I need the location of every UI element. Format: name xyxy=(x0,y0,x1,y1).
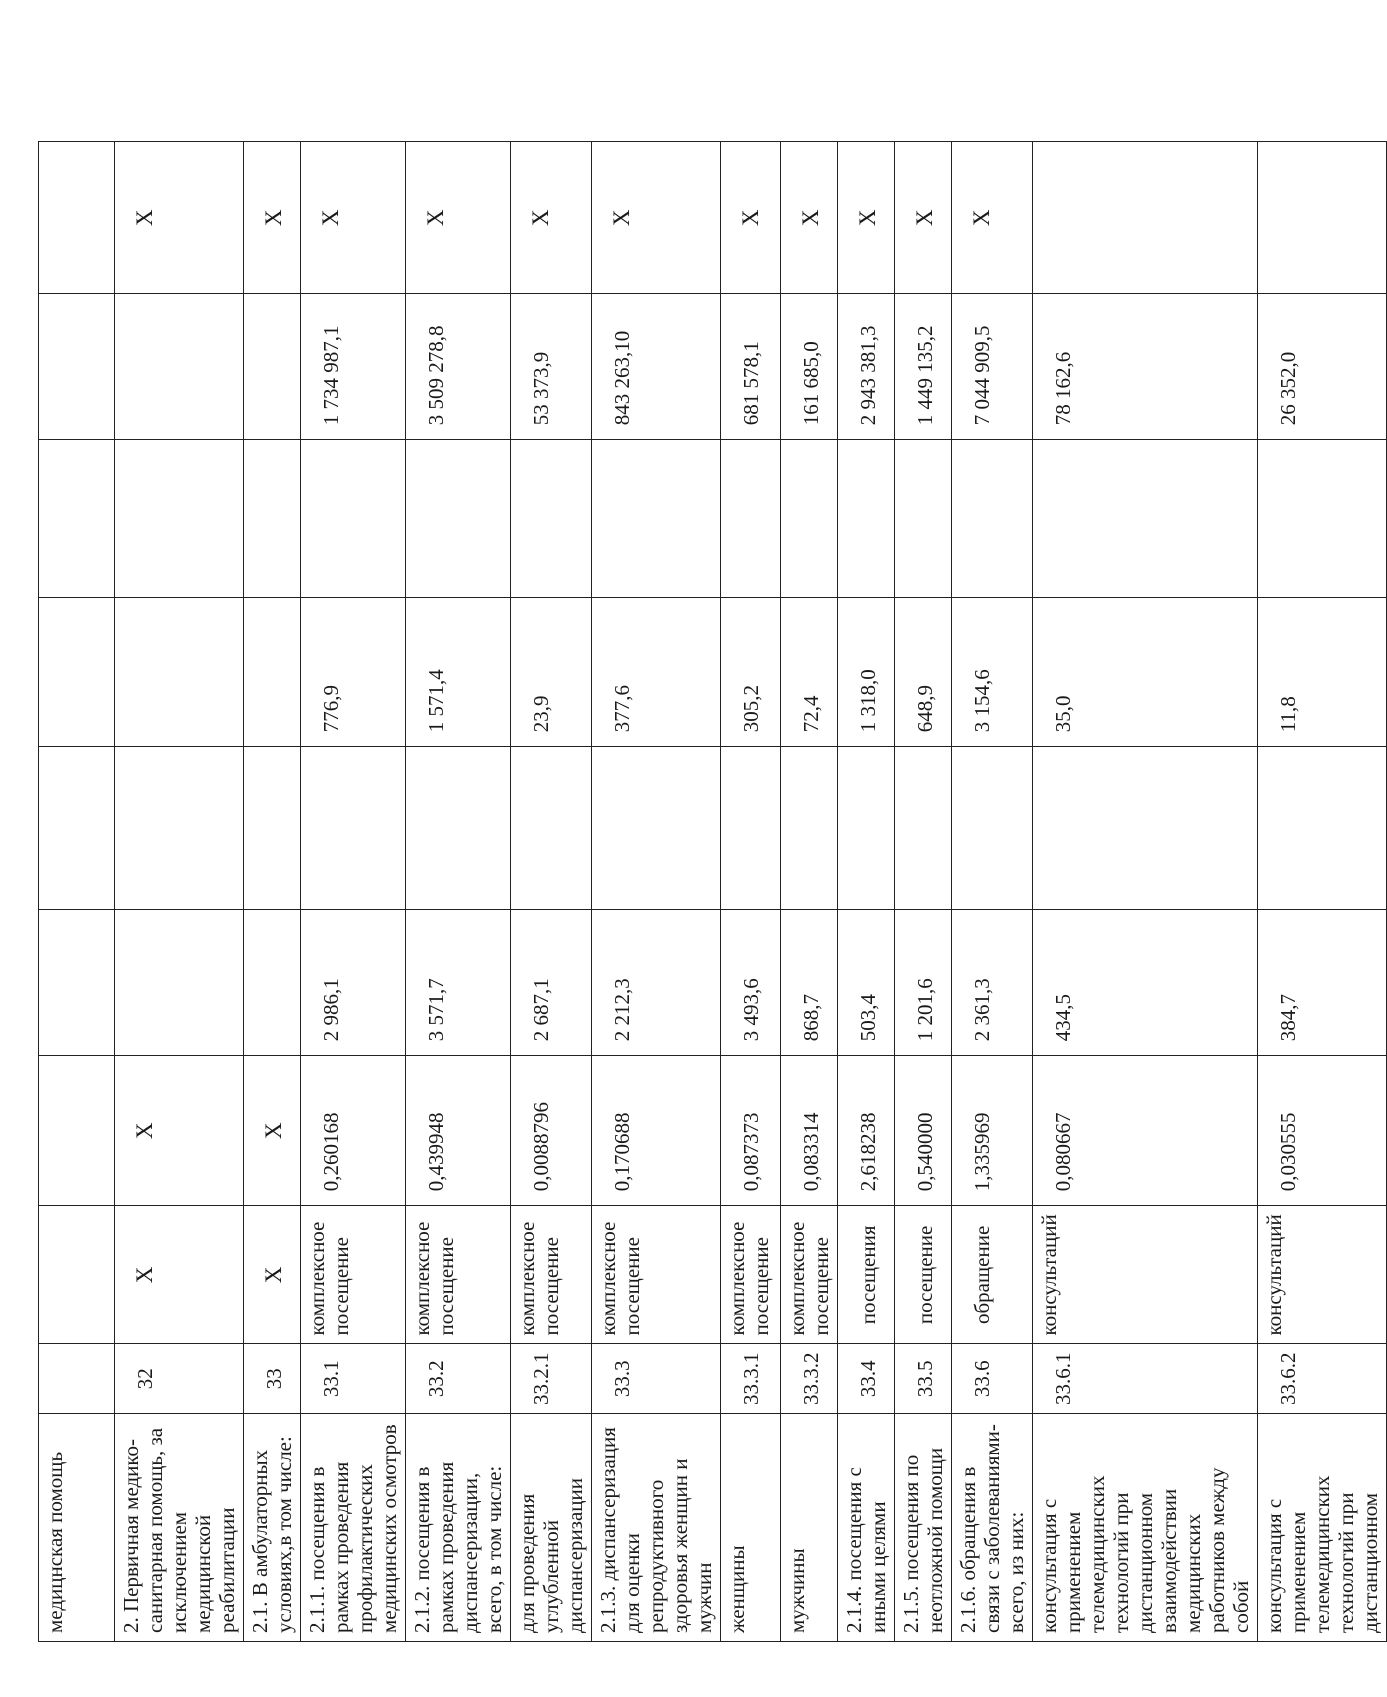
empty-cell xyxy=(838,747,895,910)
x-mark-cell: Х xyxy=(781,142,838,294)
per-capita-cell xyxy=(115,598,244,747)
unit-cell: посещение xyxy=(895,1206,952,1344)
cost-cell: 2 687,1 xyxy=(511,910,592,1056)
table-row xyxy=(895,142,952,1642)
norm-cell: 0,170688 xyxy=(592,1056,721,1206)
x-mark-cell xyxy=(1258,142,1387,294)
norm-cell: 1,335969 xyxy=(952,1056,1033,1206)
empty-cell xyxy=(781,440,838,598)
per-capita-cell xyxy=(39,598,115,747)
row-code: 33.4 xyxy=(838,1344,895,1414)
total-cell: 843 263,10 xyxy=(592,294,721,440)
empty-cell xyxy=(592,440,721,598)
table-row xyxy=(39,142,115,1642)
row-name: для проведения углубленной диспансеризации xyxy=(511,1414,592,1642)
row-name: мужчины xyxy=(781,1414,838,1642)
empty-cell xyxy=(1033,747,1258,910)
empty-cell xyxy=(592,747,721,910)
x-mark-cell: Х xyxy=(592,142,721,294)
empty-cell xyxy=(1258,440,1387,598)
cost-cell xyxy=(244,910,301,1056)
unit-cell xyxy=(39,1206,115,1344)
total-cell: 681 578,1 xyxy=(721,294,781,440)
row-code: 33.6.1 xyxy=(1033,1344,1258,1414)
per-capita-cell: 11,8 xyxy=(1258,598,1387,747)
row-name: 2.1.1. посещения в рамках проведения профилактических медицинских осмотров xyxy=(301,1414,406,1642)
row-name: 2.1.4. посещения с иными целями xyxy=(838,1414,895,1642)
total-cell: 2 943 381,3 xyxy=(838,294,895,440)
row-name: женщины xyxy=(721,1414,781,1642)
x-mark-cell: Х xyxy=(244,142,301,294)
x-mark-cell: Х xyxy=(838,142,895,294)
table-row xyxy=(301,142,406,1642)
unit-cell: комплексное посещение xyxy=(721,1206,781,1344)
empty-cell xyxy=(39,747,115,910)
row-name: 2. Первичная медико-санитарная помощь, за исключением медицинской реабилитации xyxy=(115,1414,244,1642)
row-name: 2.1.5. посещения по неотложной помощи xyxy=(895,1414,952,1642)
x-mark-cell: Х xyxy=(721,142,781,294)
unit-cell: консультаций xyxy=(1033,1206,1258,1344)
unit-cell: Х xyxy=(244,1206,301,1344)
unit-cell: комплексное посещение xyxy=(511,1206,592,1344)
table-row xyxy=(511,142,592,1642)
unit-cell: комплексное посещение xyxy=(301,1206,406,1344)
cost-cell: 2 986,1 xyxy=(301,910,406,1056)
row-name: 2.1.6. обращения в связи с заболеваниями- всего, из них: xyxy=(952,1414,1033,1642)
empty-cell xyxy=(301,440,406,598)
cost-cell: 868,7 xyxy=(781,910,838,1056)
empty-cell xyxy=(244,747,301,910)
row-name: консультация с применением телемедицинских технологий при дистанционном взаимодействии медицинских работников между собой xyxy=(1033,1414,1258,1642)
total-cell: 3 509 278,8 xyxy=(406,294,511,440)
row-code: 33.3 xyxy=(592,1344,721,1414)
row-name: 2.1.3. диспансеризация для оценки репродуктивного здоровья женщин и мужчин xyxy=(592,1414,721,1642)
empty-cell xyxy=(952,440,1033,598)
norm-cell: 0,083314 xyxy=(781,1056,838,1206)
table-row xyxy=(952,142,1033,1642)
per-capita-cell: 648,9 xyxy=(895,598,952,747)
empty-cell xyxy=(406,747,511,910)
x-mark-cell xyxy=(1033,142,1258,294)
empty-cell xyxy=(1258,747,1387,910)
cost-cell: 1 201,6 xyxy=(895,910,952,1056)
table-row xyxy=(838,142,895,1642)
total-cell xyxy=(39,294,115,440)
norm-cell: 0,260168 xyxy=(301,1056,406,1206)
empty-cell xyxy=(301,747,406,910)
cost-cell xyxy=(39,910,115,1056)
norm-cell xyxy=(39,1056,115,1206)
per-capita-cell: 23,9 xyxy=(511,598,592,747)
unit-cell: консультаций xyxy=(1258,1206,1387,1344)
unit-cell: посещения xyxy=(838,1206,895,1344)
empty-cell xyxy=(511,747,592,910)
empty-cell xyxy=(721,440,781,598)
unit-cell: Х xyxy=(115,1206,244,1344)
table-row xyxy=(1258,142,1387,1642)
x-mark-cell: Х xyxy=(952,142,1033,294)
norm-cell: Х xyxy=(244,1056,301,1206)
per-capita-cell: 72,4 xyxy=(781,598,838,747)
empty-cell xyxy=(39,440,115,598)
row-code: 33.5 xyxy=(895,1344,952,1414)
per-capita-cell: 1 318,0 xyxy=(838,598,895,747)
cost-cell xyxy=(115,910,244,1056)
x-mark-cell: Х xyxy=(406,142,511,294)
norm-cell: 0,0088796 xyxy=(511,1056,592,1206)
x-mark-cell: Х xyxy=(115,142,244,294)
row-code: 33 xyxy=(244,1344,301,1414)
per-capita-cell: 305,2 xyxy=(721,598,781,747)
total-cell: 7 044 909,5 xyxy=(952,294,1033,440)
table-row xyxy=(721,142,781,1642)
norm-cell: Х xyxy=(115,1056,244,1206)
norm-cell: 0,087373 xyxy=(721,1056,781,1206)
empty-cell xyxy=(895,747,952,910)
empty-cell xyxy=(1033,440,1258,598)
row-code: 33.3.1 xyxy=(721,1344,781,1414)
row-code: 32 xyxy=(115,1344,244,1414)
empty-cell xyxy=(244,440,301,598)
total-cell: 78 162,6 xyxy=(1033,294,1258,440)
unit-cell: комплексное посещение xyxy=(406,1206,511,1344)
empty-cell xyxy=(895,440,952,598)
empty-cell xyxy=(781,747,838,910)
data-table xyxy=(38,141,1387,1642)
row-code: 33.1 xyxy=(301,1344,406,1414)
table-row xyxy=(1033,142,1258,1642)
x-mark-cell: Х xyxy=(301,142,406,294)
row-name: 2.1.2. посещения в рамках проведения диспансеризации, всего, в том числе: xyxy=(406,1414,511,1642)
norm-cell: 2,618238 xyxy=(838,1056,895,1206)
cost-cell: 2 212,3 xyxy=(592,910,721,1056)
table-row xyxy=(115,142,244,1642)
empty-cell xyxy=(838,440,895,598)
x-mark-cell xyxy=(39,142,115,294)
per-capita-cell: 377,6 xyxy=(592,598,721,747)
norm-cell: 0,080667 xyxy=(1033,1056,1258,1206)
row-code: 33.6.2 xyxy=(1258,1344,1387,1414)
total-cell: 161 685,0 xyxy=(781,294,838,440)
empty-cell xyxy=(721,747,781,910)
per-capita-cell: 1 571,4 xyxy=(406,598,511,747)
row-code: 33.6 xyxy=(952,1344,1033,1414)
norm-cell: 0,439948 xyxy=(406,1056,511,1206)
row-name: медицнская помощь xyxy=(39,1414,115,1642)
norm-cell: 0,030555 xyxy=(1258,1056,1387,1206)
row-name: консультация с применением телемедицинских технологий при дистанционном xyxy=(1258,1414,1387,1642)
unit-cell: обращение xyxy=(952,1206,1033,1344)
per-capita-cell: 776,9 xyxy=(301,598,406,747)
cost-cell: 3 571,7 xyxy=(406,910,511,1056)
empty-cell xyxy=(115,440,244,598)
row-code: 33.2 xyxy=(406,1344,511,1414)
empty-cell xyxy=(952,747,1033,910)
norm-cell: 0,540000 xyxy=(895,1056,952,1206)
per-capita-cell: 3 154,6 xyxy=(952,598,1033,747)
cost-cell: 384,7 xyxy=(1258,910,1387,1056)
row-code: 33.2.1 xyxy=(511,1344,592,1414)
unit-cell: комплексное посещение xyxy=(592,1206,721,1344)
row-code: 33.3.2 xyxy=(781,1344,838,1414)
table-row xyxy=(244,142,301,1642)
empty-cell xyxy=(115,747,244,910)
total-cell: 53 373,9 xyxy=(511,294,592,440)
table-row xyxy=(592,142,721,1642)
total-cell: 26 352,0 xyxy=(1258,294,1387,440)
total-cell xyxy=(115,294,244,440)
unit-cell: комплексное посещение xyxy=(781,1206,838,1344)
total-cell: 1 449 135,2 xyxy=(895,294,952,440)
empty-cell xyxy=(406,440,511,598)
cost-cell: 2 361,3 xyxy=(952,910,1033,1056)
per-capita-cell xyxy=(244,598,301,747)
total-cell: 1 734 987,1 xyxy=(301,294,406,440)
x-mark-cell: Х xyxy=(895,142,952,294)
x-mark-cell: Х xyxy=(511,142,592,294)
table-row xyxy=(406,142,511,1642)
total-cell xyxy=(244,294,301,440)
row-name: 2.1. В амбулаторных условиях,в том числе: xyxy=(244,1414,301,1642)
cost-cell: 3 493,6 xyxy=(721,910,781,1056)
empty-cell xyxy=(511,440,592,598)
cost-cell: 503,4 xyxy=(838,910,895,1056)
per-capita-cell: 35,0 xyxy=(1033,598,1258,747)
cost-cell: 434,5 xyxy=(1033,910,1258,1056)
row-code xyxy=(39,1344,115,1414)
table-row xyxy=(781,142,838,1642)
